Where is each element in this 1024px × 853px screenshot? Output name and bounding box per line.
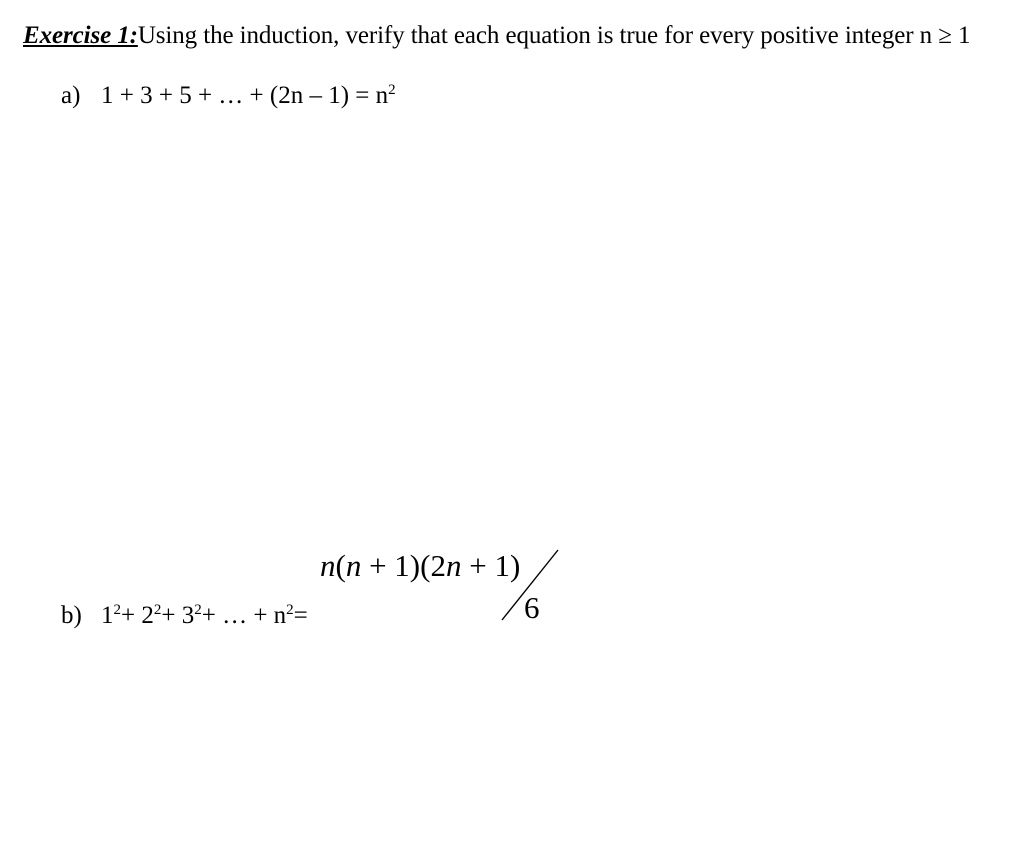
formula-paren: ( <box>335 548 346 583</box>
problem-b-term-1: 1 <box>101 602 114 629</box>
exercise-instruction: Using the induction, verify that each equation is true for every positive integer n ≥ 1 <box>137 22 971 49</box>
problem-b-term-3: + 3 <box>161 602 195 629</box>
exercise-heading <box>23 22 970 50</box>
problem-b-marker: b) <box>61 602 82 629</box>
problem-b-exponent-3: 2 <box>194 602 202 618</box>
formula-factor-end: + 1) <box>461 548 521 583</box>
problem-b-term-n: + … + n <box>201 602 287 629</box>
formula-var-n: n <box>320 548 336 583</box>
formula-denominator: 6 <box>524 590 540 625</box>
problem-b-term-2: + 2 <box>121 602 154 629</box>
formula-numerator <box>320 548 520 584</box>
problem-b-exponent-2: 2 <box>153 602 162 618</box>
problem-a-exponent: 2 <box>388 82 396 98</box>
problem-b-exponent-n: 2 <box>286 602 294 618</box>
problem-b-equals: = <box>293 602 308 629</box>
formula-factor: + 1)(2 <box>361 548 446 583</box>
problem-a <box>61 82 396 110</box>
problem-b-exponent-1: 2 <box>113 602 121 618</box>
problem-a-marker: a) <box>61 82 81 109</box>
problem-a-expression: 1 + 3 + 5 + … + (2n – 1) = n <box>101 82 389 109</box>
formula-var-n: n <box>345 548 362 583</box>
exercise-label: Exercise 1: <box>23 22 138 49</box>
sum-of-squares-formula <box>318 548 578 628</box>
problem-b <box>61 602 308 630</box>
formula-var-n: n <box>445 548 462 583</box>
